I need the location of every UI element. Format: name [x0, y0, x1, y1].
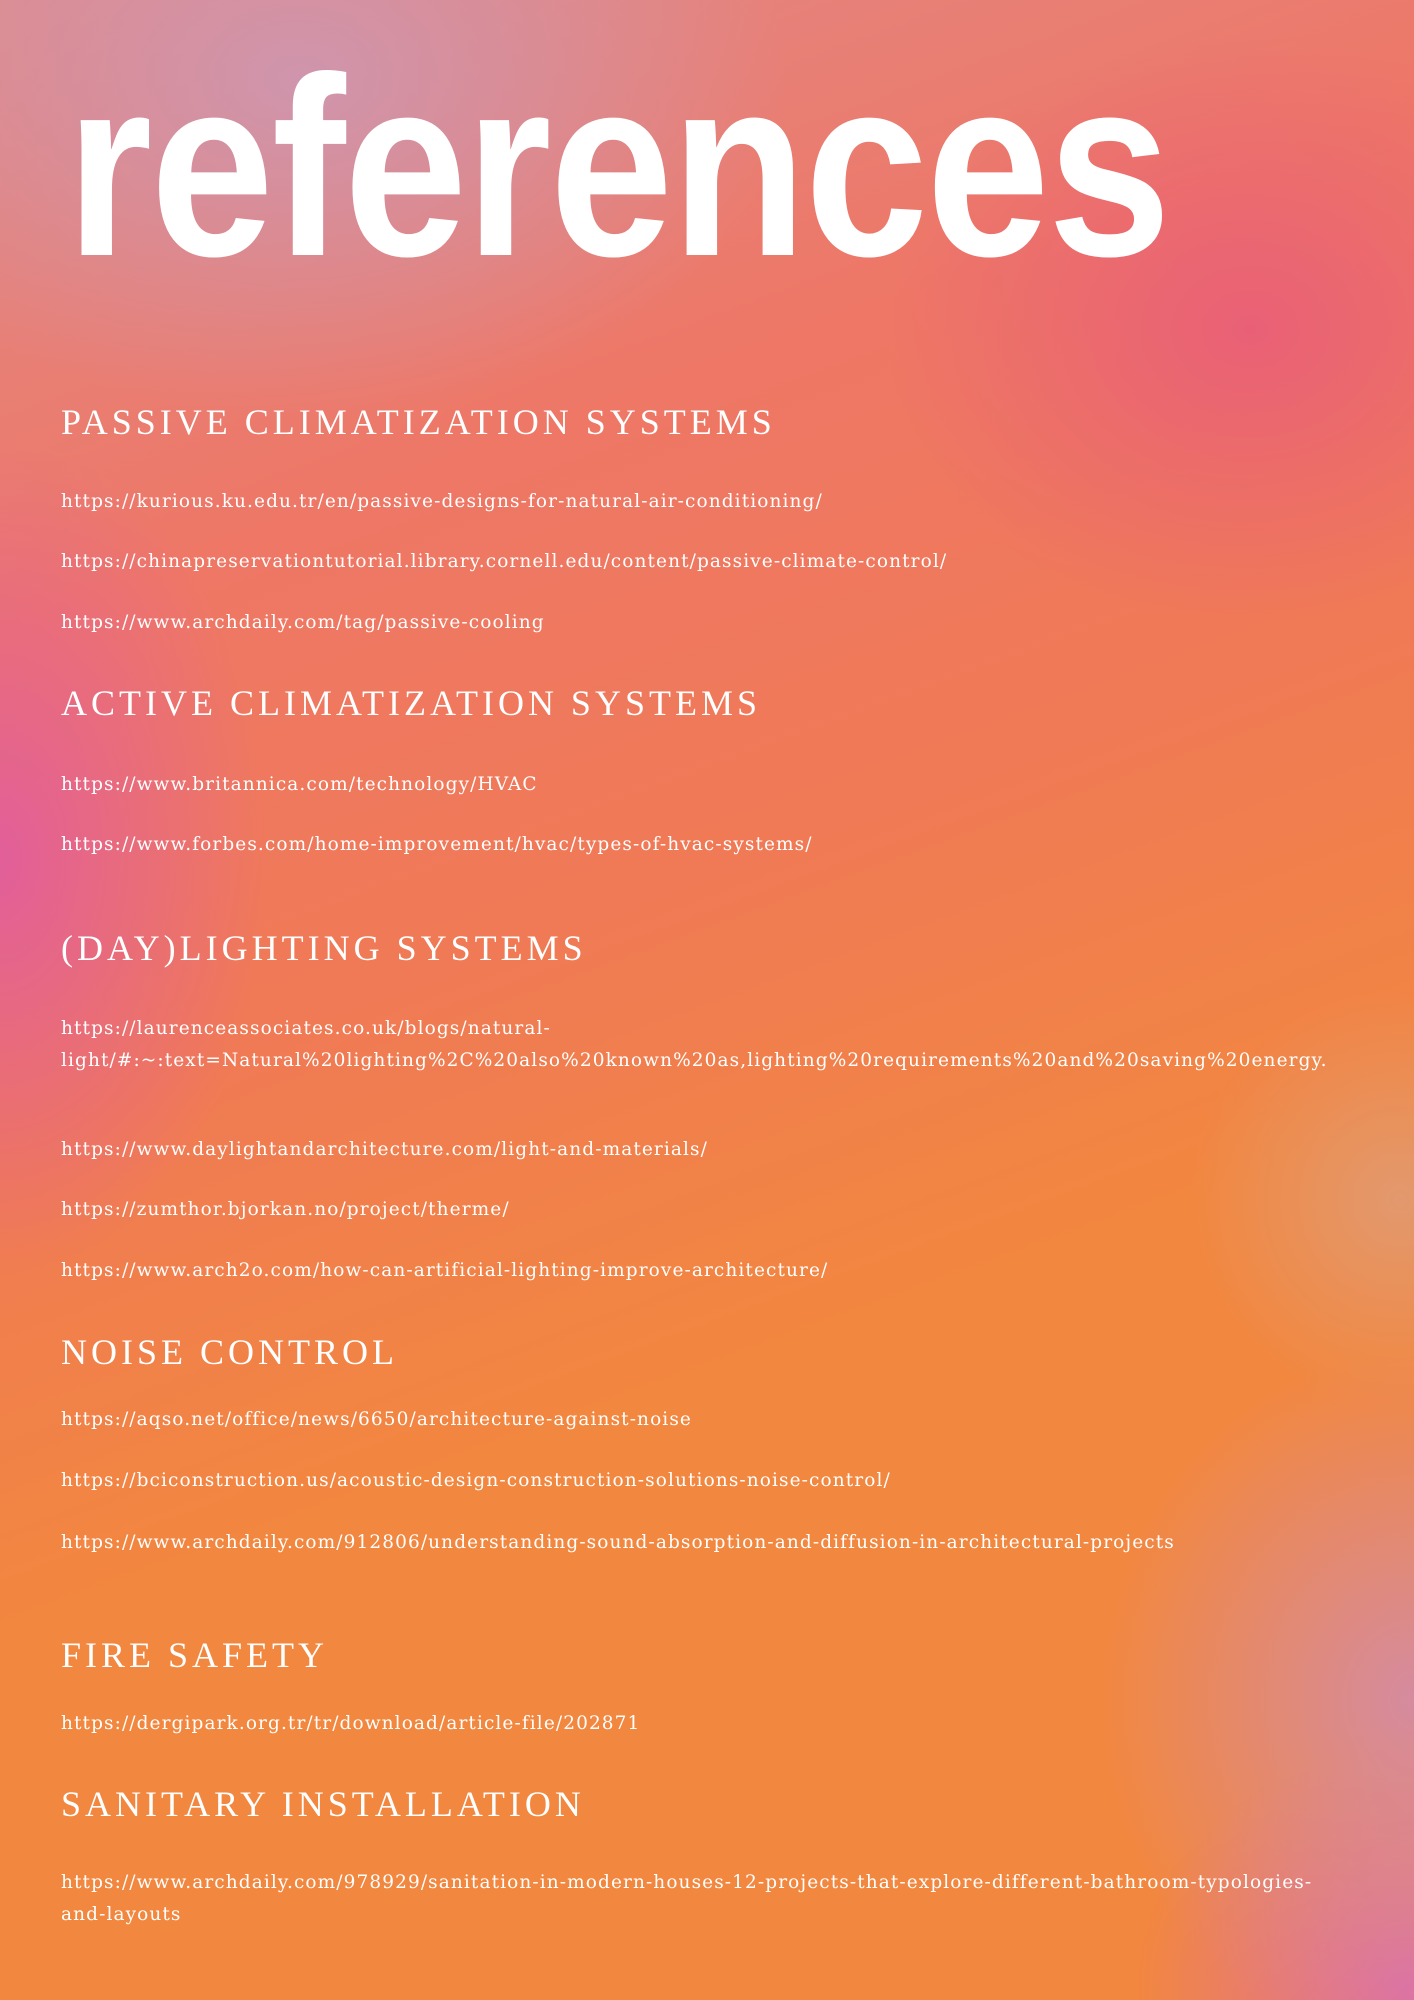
- reference-link[interactable]: https://www.forbes.com/home-improvement/hvac/types-of-hvac-systems/: [61, 834, 813, 855]
- reference-link[interactable]: https://laurenceassociates.co.uk/blogs/natural-light/#:~:text=Natural%20lighting%2C%20also%20known%20as,lighting%20requirements%20and%20saving%20energy.: [61, 1018, 1328, 1071]
- reference-link[interactable]: https://www.archdaily.com/tag/passive-cooling: [61, 612, 545, 633]
- reference-link[interactable]: https://kurious.ku.edu.tr/en/passive-designs-for-natural-air-conditioning/: [61, 491, 823, 512]
- section-heading-sanitary: SANITARY INSTALLATION: [61, 1784, 585, 1824]
- section-heading-passive: PASSIVE CLIMATIZATION SYSTEMS: [61, 402, 776, 442]
- reference-link[interactable]: https://dergipark.org.tr/tr/download/article-file/202871: [61, 1713, 641, 1734]
- section-heading-active: ACTIVE CLIMATIZATION SYSTEMS: [61, 683, 761, 723]
- page-title: references: [66, 25, 1170, 311]
- reference-link[interactable]: https://bciconstruction.us/acoustic-design-construction-solutions-noise-control/: [61, 1470, 891, 1491]
- reference-link[interactable]: https://www.britannica.com/technology/HVAC: [61, 774, 538, 795]
- section-heading-noise: NOISE CONTROL: [61, 1332, 398, 1372]
- reference-link[interactable]: https://www.archdaily.com/912806/understanding-sound-absorption-and-diffusion-in-architectural-projects: [61, 1532, 1175, 1553]
- reference-link[interactable]: https://www.archdaily.com/978929/sanitation-in-modern-houses-12-projects-that-explore-different-bathroom-typologies-and-layouts: [61, 1872, 1313, 1925]
- section-heading-fire: FIRE SAFETY: [61, 1635, 329, 1675]
- section-heading-daylighting: (DAY)LIGHTING SYSTEMS: [61, 928, 587, 968]
- reference-link[interactable]: https://www.arch2o.com/how-can-artificial-lighting-improve-architecture/: [61, 1260, 829, 1281]
- reference-link[interactable]: https://chinapreservationtutorial.library.cornell.edu/content/passive-climate-control/: [61, 551, 948, 572]
- reference-link[interactable]: https://www.daylightandarchitecture.com/light-and-materials/: [61, 1139, 708, 1160]
- reference-link[interactable]: https://aqso.net/office/news/6650/architecture-against-noise: [61, 1409, 692, 1430]
- reference-link[interactable]: https://zumthor.bjorkan.no/project/therme/: [61, 1199, 510, 1220]
